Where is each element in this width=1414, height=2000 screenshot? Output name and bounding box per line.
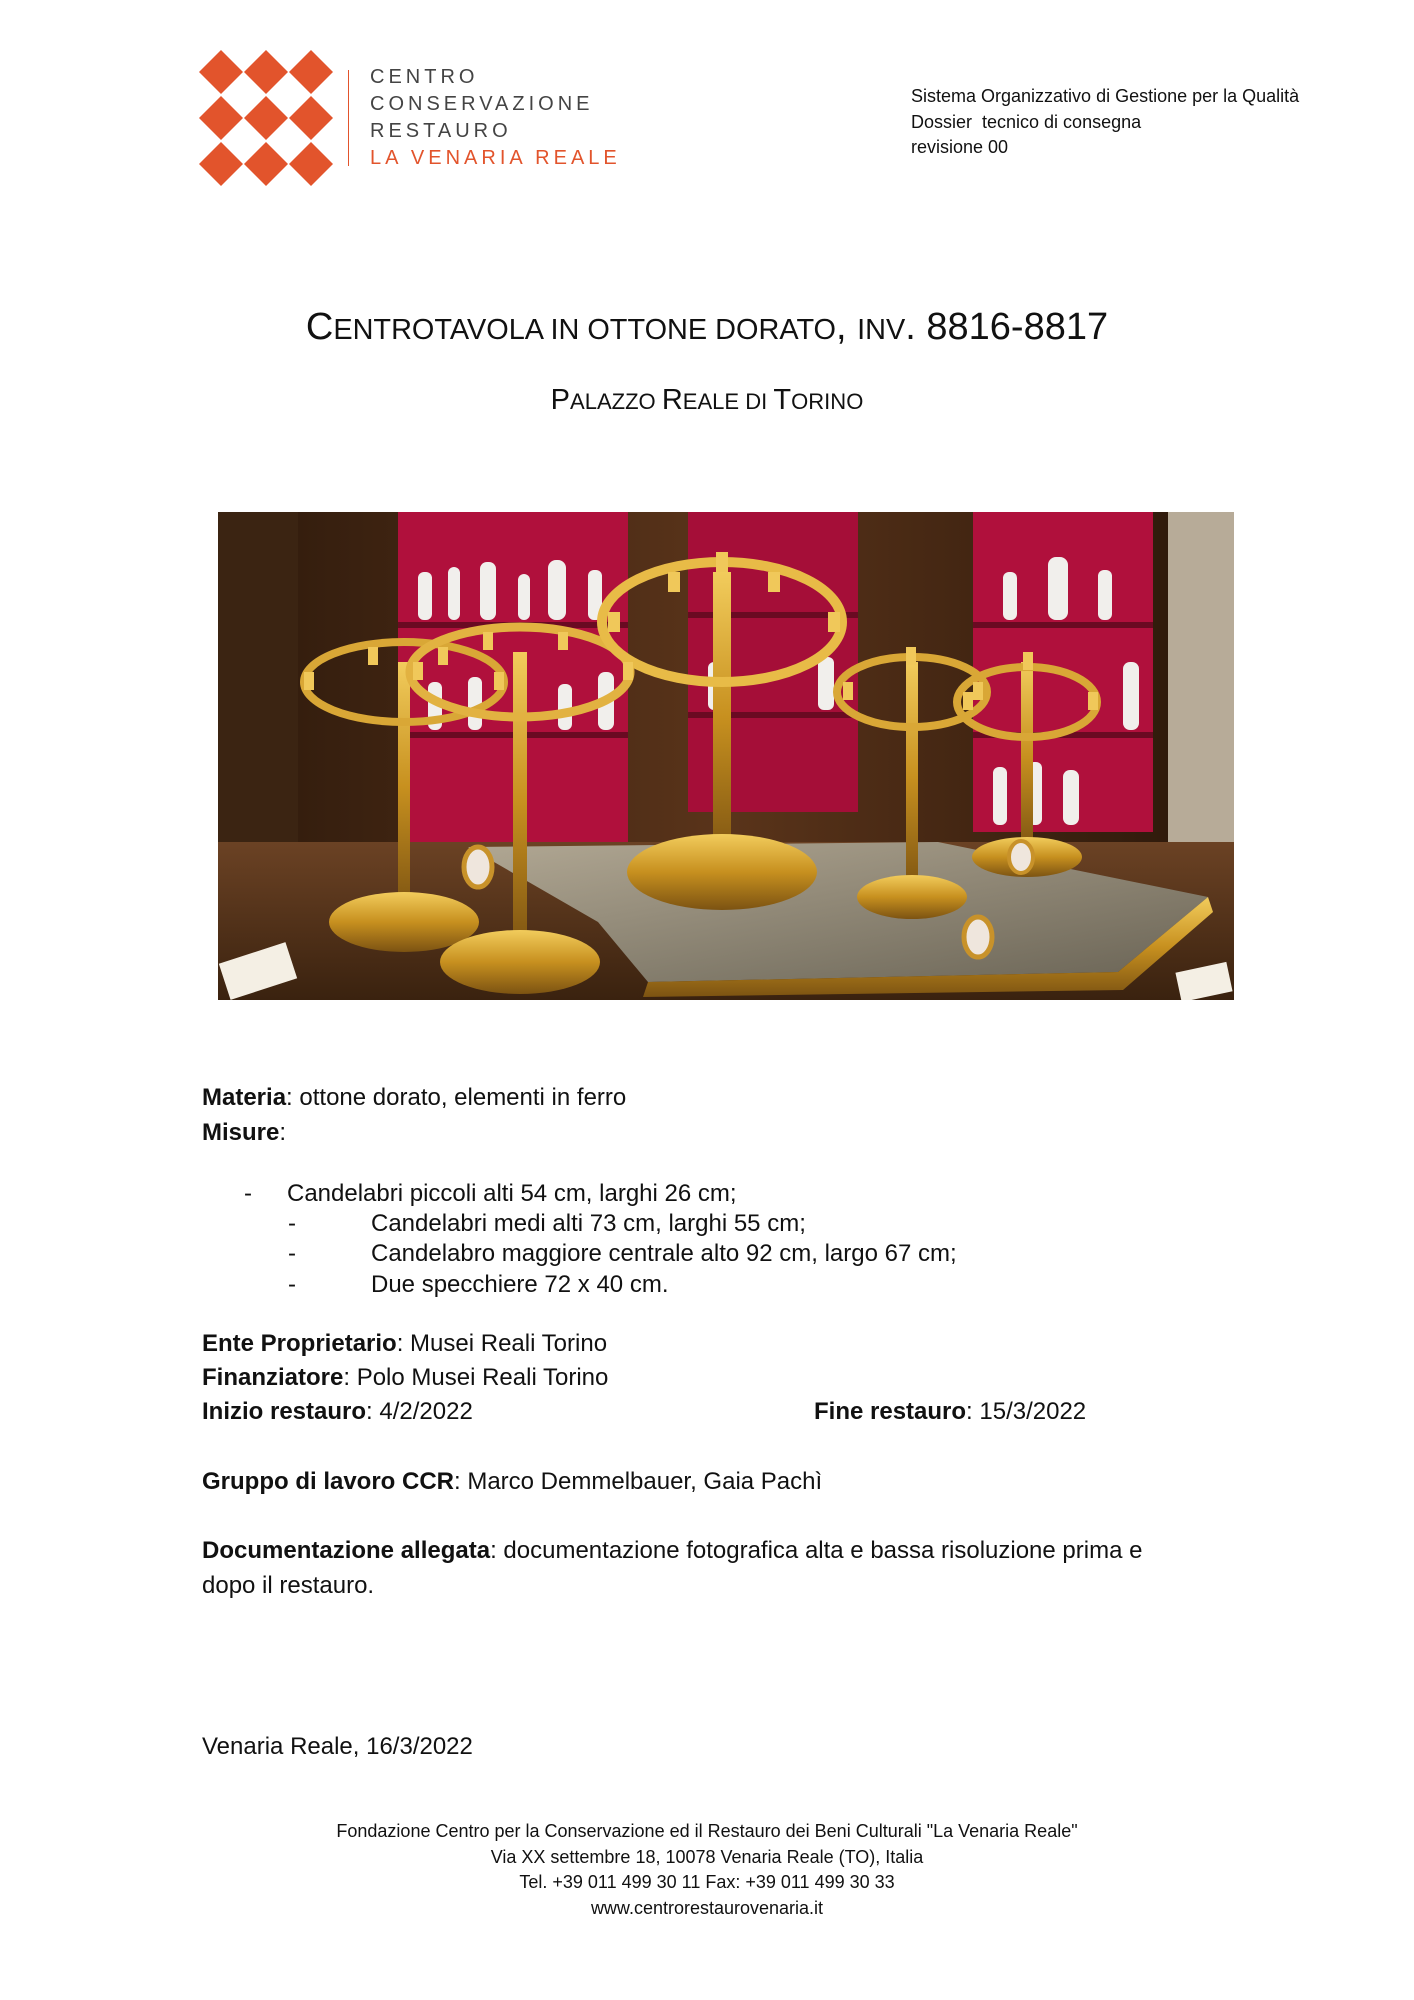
inizio-line [202, 1398, 473, 1426]
fine-label: Fine restauro [814, 1398, 967, 1425]
centerpiece-photo [218, 512, 1234, 1000]
title-segment: C [305, 306, 334, 348]
subtitle-segment: ORINO [791, 389, 864, 414]
quality-line: revisione 00 [911, 137, 1009, 157]
title-segment: INV [857, 314, 906, 346]
fine-value: : 15/3/2022 [966, 1398, 1087, 1425]
materia-value: : ottone dorato, elementi in ferro [286, 1084, 627, 1111]
gruppo-value: : Marco Demmelbauer, Gaia Pachì [454, 1468, 823, 1495]
logo-line: LA VENARIA REALE [370, 147, 621, 169]
materia-label: Materia [202, 1084, 287, 1111]
ente-line [202, 1330, 607, 1358]
quality-line: Dossier tecnico di consegna [911, 111, 1142, 132]
list-item: Due specchiere 72 x 40 cm. [371, 1271, 669, 1298]
gruppo-label: Gruppo di lavoro CCR [202, 1468, 454, 1495]
finanziatore-line [202, 1364, 608, 1392]
logo-line: RESTAURO [370, 120, 512, 142]
quality-system-info [911, 84, 1299, 161]
footer-link[interactable]: www.centrorestaurovenaria.it [590, 1897, 824, 1918]
list-bullet: - [288, 1271, 296, 1298]
footer-line: Fondazione Centro per la Conservazione ed il Restauro dei Beni Culturali "La Venaria Reale" [336, 1821, 1078, 1841]
list-bullet: - [288, 1210, 296, 1237]
misure-line [202, 1119, 286, 1147]
logo-line: CONSERVAZIONE [370, 93, 594, 115]
quality-line: Sistema Organizzativo di Gestione per la Qualità [911, 86, 1300, 106]
list-bullet: - [288, 1240, 296, 1267]
logo-line: CENTRO [370, 66, 479, 88]
list-bullet: - [244, 1180, 252, 1207]
list-item: Candelabri medi alti 73 cm, larghi 55 cm; [371, 1210, 806, 1237]
footer-line: Tel. +39 011 499 30 11 Fax: +39 011 499 30 33 [519, 1872, 895, 1892]
list-item: Candelabri piccoli alti 54 cm, larghi 26 cm; [287, 1180, 737, 1207]
inizio-label: Inizio restauro [202, 1398, 367, 1425]
subtitle-segment: ALAZZO [570, 389, 662, 414]
document-title [0, 306, 1414, 349]
documentazione-line [202, 1537, 1142, 1565]
ente-value: : Musei Reali Torino [396, 1330, 608, 1357]
centerpiece-photo-illustration [218, 512, 1234, 1000]
misure-value: : [279, 1119, 287, 1146]
document-subtitle [0, 384, 1414, 417]
logo-diamond-grid-icon [198, 50, 334, 186]
footer [0, 1819, 1414, 1921]
subtitle-segment: R [661, 384, 683, 416]
subtitle-segment: T [773, 384, 792, 416]
subtitle-segment: EALE DI [682, 389, 774, 414]
subtitle-segment: P [550, 384, 570, 416]
documentazione-continuation: dopo il restauro. [202, 1572, 375, 1599]
title-segment: ENTROTAVOLA IN OTTONE DORATO [333, 314, 837, 346]
place-date: Venaria Reale, 16/3/2022 [202, 1733, 473, 1760]
documentazione-value: : documentazione fotografica alta e bassa risoluzione prima e [490, 1537, 1143, 1564]
finanziatore-label: Finanziatore [202, 1364, 344, 1391]
misure-label: Misure [202, 1119, 280, 1146]
footer-line: Via XX settembre 18, 10078 Venaria Reale (TO), Italia [490, 1846, 924, 1867]
title-segment: , [836, 306, 858, 348]
fine-line [814, 1398, 1086, 1426]
title-segment: . 8816-8817 [905, 306, 1109, 348]
gruppo-line [202, 1468, 822, 1496]
logo-divider [348, 70, 349, 166]
list-item: Candelabro maggiore centrale alto 92 cm, largo 67 cm; [371, 1240, 957, 1267]
materia-line [202, 1084, 626, 1112]
ente-label: Ente Proprietario [202, 1330, 397, 1357]
documentazione-label: Documentazione allegata [202, 1537, 491, 1564]
logo-wordmark [370, 64, 621, 172]
finanziatore-value: : Polo Musei Reali Torino [343, 1364, 609, 1391]
inizio-value: : 4/2/2022 [366, 1398, 473, 1425]
